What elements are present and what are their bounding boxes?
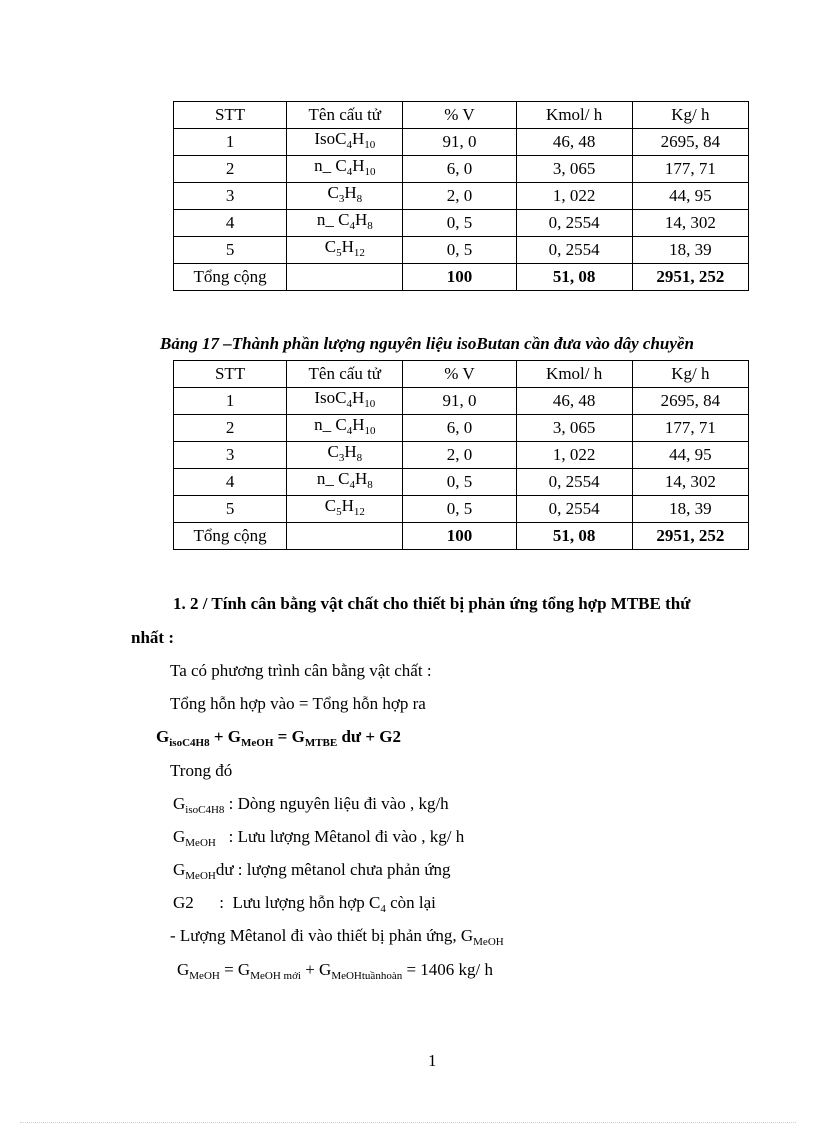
cell-stt: 4 — [174, 469, 287, 496]
cell-component: $C_5H_{12}$ — [287, 496, 403, 523]
cell-kg: 18, 39 — [632, 237, 748, 264]
cell-component: n_ $C_4H_8$ — [287, 469, 403, 496]
table-row — [174, 156, 749, 183]
total-kmol: 51, 08 — [516, 523, 632, 550]
cell-component: n_ $C_4H_8$ — [287, 210, 403, 237]
cell-volume: 2, 0 — [403, 183, 516, 210]
cell-volume: 91, 0 — [403, 129, 516, 156]
table-total-row — [174, 523, 749, 550]
table-caption: Bảng 17 –Thành phần lượng nguyên liệu isoButan cần đưa vào dây chuyền — [160, 334, 694, 353]
cell-volume: 2, 0 — [403, 442, 516, 469]
table-header-row — [174, 361, 749, 388]
cell-kmol: 0, 2554 — [516, 210, 632, 237]
table-total-row — [174, 264, 749, 291]
definition-line: $G_{MeOH}$ : Lưu lượng Mêtanol đi vào , kg/ h — [173, 827, 465, 849]
cell-component: n_ $C_4H_{10}$ — [287, 156, 403, 183]
intro-text: Ta có phương trình cân bằng vật chất : — [170, 661, 432, 680]
cell-kmol: 0, 2554 — [516, 237, 632, 264]
methanol-line: - Lượng Mêtanol đi vào thiết bị phản ứng, $G_{MeOH}$ — [170, 926, 504, 948]
cell-volume: 6, 0 — [403, 156, 516, 183]
header-component: Tên cấu tử — [287, 102, 403, 129]
cell-kg: 177, 71 — [632, 156, 748, 183]
cell-kg: 18, 39 — [632, 496, 748, 523]
header-kg: Kg/ h — [632, 361, 748, 388]
cell-stt: 1 — [174, 388, 287, 415]
cell-stt: 5 — [174, 237, 287, 264]
table-row — [174, 496, 749, 523]
cell-kg: 14, 302 — [632, 210, 748, 237]
cell-kmol: 3, 065 — [516, 415, 632, 442]
total-kmol: 51, 08 — [516, 264, 632, 291]
definition-line: $G_{MeOH}dư$ : lượng mêtanol chưa phản ứng — [173, 860, 451, 882]
cell-kmol: 46, 48 — [516, 388, 632, 415]
cell-stt: 3 — [174, 442, 287, 469]
composition-table-2 — [173, 360, 749, 550]
cell-volume: 6, 0 — [403, 415, 516, 442]
total-kg: 2951, 252 — [632, 264, 748, 291]
cell-component: $C_3H_8$ — [287, 442, 403, 469]
table-row — [174, 469, 749, 496]
definition-line: $G_{isoC4H8}$ : Dòng nguyên liệu đi vào , kg/h — [173, 794, 449, 816]
header-stt: STT — [174, 102, 287, 129]
table-row — [174, 210, 749, 237]
total-empty — [287, 264, 403, 291]
cell-kg: 14, 302 — [632, 469, 748, 496]
total-label: Tổng cộng — [174, 523, 287, 550]
table-row — [174, 183, 749, 210]
table-row — [174, 415, 749, 442]
header-volume-percent: % V — [403, 361, 516, 388]
cell-component: $IsoC_4H_{10}$ — [287, 388, 403, 415]
methanol-equation: $G_{MeOH} = G_{MeOH mới} + G_{MeOHtuầnhoàn} = 1406$ kg/ h — [177, 960, 494, 982]
total-volume: 100 — [403, 264, 516, 291]
cell-component: n_ $C_4H_{10}$ — [287, 415, 403, 442]
cell-kmol: 46, 48 — [516, 129, 632, 156]
cell-kmol: 0, 2554 — [516, 469, 632, 496]
cell-kmol: 0, 2554 — [516, 496, 632, 523]
balance-equation: $G_{isoC4H8} + G_{MeOH} = G_{MTBE}$ dư + G2 — [156, 727, 402, 749]
section-heading-cont: nhất : — [131, 628, 174, 647]
header-kmol: Kmol/ h — [516, 361, 632, 388]
table-row — [174, 129, 749, 156]
header-kmol: Kmol/ h — [516, 102, 632, 129]
cell-stt: 4 — [174, 210, 287, 237]
cell-stt: 2 — [174, 156, 287, 183]
cell-stt: 1 — [174, 129, 287, 156]
table-row — [174, 388, 749, 415]
total-volume: 100 — [403, 523, 516, 550]
cell-stt: 5 — [174, 496, 287, 523]
cell-component: $IsoC_4H_{10}$ — [287, 129, 403, 156]
cell-kg: 44, 95 — [632, 183, 748, 210]
cell-volume: 0, 5 — [403, 210, 516, 237]
cell-kg: 2695, 84 — [632, 388, 748, 415]
header-volume-percent: % V — [403, 102, 516, 129]
cell-stt: 2 — [174, 415, 287, 442]
cell-volume: 91, 0 — [403, 388, 516, 415]
page-number: 1 — [428, 1051, 437, 1070]
cell-volume: 0, 5 — [403, 469, 516, 496]
trong-do-text: Trong đó — [170, 761, 233, 780]
cell-volume: 0, 5 — [403, 496, 516, 523]
total-kg: 2951, 252 — [632, 523, 748, 550]
definition-line: G2 : Lưu lượng hỗn hợp $C_4$ còn lại — [173, 893, 436, 915]
balance-text: Tổng hỗn hợp vào = Tổng hỗn hợp ra — [170, 694, 426, 713]
table-row — [174, 442, 749, 469]
composition-table-1 — [173, 101, 749, 291]
header-stt: STT — [174, 361, 287, 388]
table-row — [174, 237, 749, 264]
cell-component: $C_3H_8$ — [287, 183, 403, 210]
cell-kg: 2695, 84 — [632, 129, 748, 156]
cell-kmol: 1, 022 — [516, 183, 632, 210]
total-label: Tổng cộng — [174, 264, 287, 291]
cell-component: $C_5H_{12}$ — [287, 237, 403, 264]
section-heading: 1. 2 / Tính cân bằng vật chất cho thiết bị phản ứng tổng hợp MTBE thứ — [173, 594, 691, 613]
total-empty — [287, 523, 403, 550]
header-kg: Kg/ h — [632, 102, 748, 129]
cell-kg: 177, 71 — [632, 415, 748, 442]
header-component: Tên cấu tử — [287, 361, 403, 388]
cell-kmol: 1, 022 — [516, 442, 632, 469]
cell-stt: 3 — [174, 183, 287, 210]
cell-kmol: 3, 065 — [516, 156, 632, 183]
table-header-row — [174, 102, 749, 129]
cell-volume: 0, 5 — [403, 237, 516, 264]
cell-kg: 44, 95 — [632, 442, 748, 469]
